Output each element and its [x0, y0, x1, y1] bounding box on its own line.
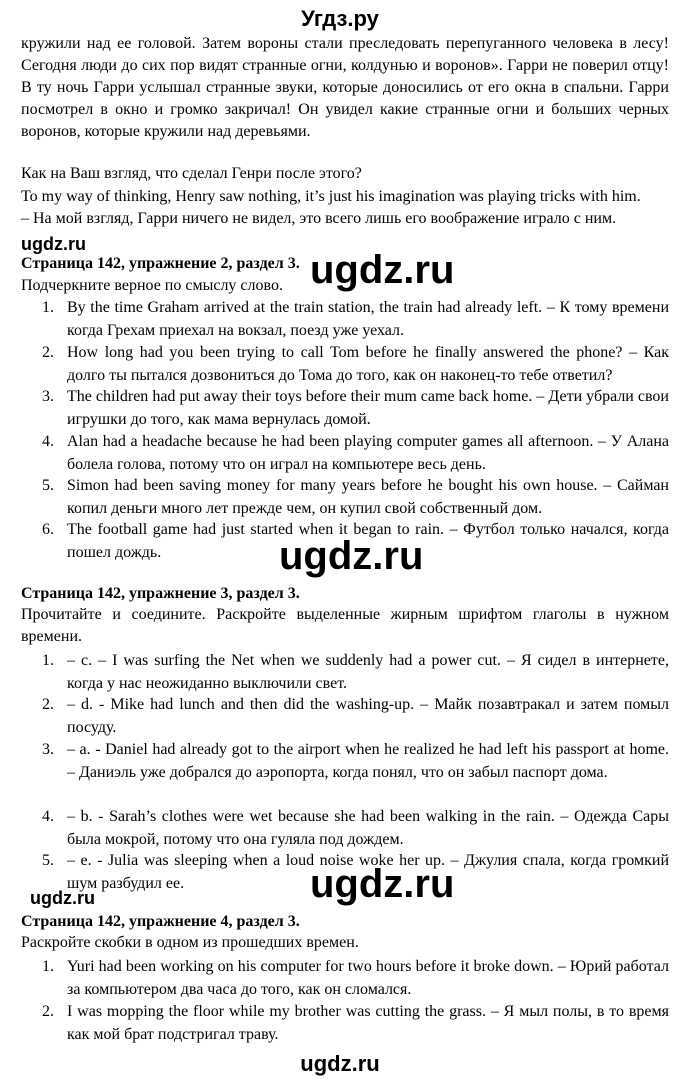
list-item-number: 5. [42, 477, 54, 494]
list-item [21, 431, 669, 476]
list-item [21, 694, 669, 739]
list-item-number: 3. [42, 388, 54, 405]
section-instruction: Прочитайте и соедините. Раскройте выделенные жирным шрифтом глаголы в нужном времени. [21, 606, 669, 645]
watermark-large: ugdz.ru [310, 862, 455, 906]
site-title: Угдз.ру [301, 6, 379, 31]
list-item-number: 2. [42, 696, 54, 713]
section-heading: Страница 142, упражнение 3, раздел 3. [21, 585, 300, 602]
list-item-number: 2. [42, 1003, 54, 1020]
intro-paragraph: кружили над ее головой. Затем вороны стали преследовать перепуганного человека в лесу! Сегодня люди до сих пор видят странные огни, колдунью и воронов». Гарри не поверил отцу! В ту ночь Гарри услышал странные звуки, которые доносились от его окна в спальни. Гарри посмотрел в окно и громко закричал! Он увидел какие странные огни и больших черных воронов, которые кружили над деревьями. [21, 35, 669, 140]
list-item-text: – c. – I was surfing the Net when we suddenly had a power cut. – Я сидел в интернете, когда у нас неожиданно выключили свет. [67, 652, 669, 692]
list-item-text: Alan had a headache because he had been playing computer games all afternoon. – У Алана болела голова, потому что он играл на компьютере весь день. [67, 433, 669, 473]
list-item-text: – e. - Julia was sleeping when a loud noise woke her up. – Джулия спала, когда громкий шум разбудил ее. [67, 852, 669, 892]
footer-site: ugdz.ru [300, 1051, 380, 1076]
list-item-text: – a. - Daniel had already got to the airport when he realized he had left his passport at home. – Даниэль уже добрался до аэропорта, когда понял, что он забыл паспорт дома. [67, 741, 669, 781]
list-item [21, 739, 669, 784]
list-item-text: The football game had just started when it began to rain. – Футбол только начался, когда пошел дождь. [67, 521, 669, 561]
list-item [21, 386, 669, 431]
list-item-text: The children had put away their toys before their mum came back home. – Дети убрали свои игрушки до того, как мама вернулась домой. [67, 388, 669, 428]
list-item-text: Simon had been saving money for many years before he bought his own house. – Сайман копил деньги много лет прежде чем, он купил свой собственный дом. [67, 477, 669, 517]
list-item [21, 806, 669, 851]
intro-question: Как на Ваш взгляд, что сделал Генри после этого? [21, 165, 362, 182]
list-item-number: 3. [42, 741, 54, 758]
list-item [21, 1001, 669, 1046]
list-item [21, 956, 669, 1001]
watermark-small: ugdz.ru [21, 234, 86, 254]
list-item-number: 2. [42, 344, 54, 361]
list-item [21, 297, 669, 342]
section-instruction: Подчеркните верное по смыслу слово. [21, 277, 283, 294]
list-item-text: By the time Graham arrived at the train station, the train had already left. – К тому времени когда Грехам приехал на вокзал, поезд уже уехал. [67, 299, 669, 339]
list-item-number: 5. [42, 852, 54, 869]
watermark-large: ugdz.ru [279, 534, 424, 578]
list-item-number: 1. [42, 958, 54, 975]
watermark-large: ugdz.ru [310, 248, 455, 292]
list-item [21, 650, 669, 695]
watermark-small: ugdz.ru [30, 888, 95, 908]
list-item-text: I was mopping the floor while my brother was cutting the grass. – Я мыл полы, в то время как мой брат подстригал траву. [67, 1003, 669, 1043]
list-item-number: 1. [42, 299, 54, 316]
intro-answer-ru: – На мой взгляд, Гарри ничего не видел, это всего лишь его воображение играло с ним. [21, 210, 617, 227]
list-item-number: 4. [42, 808, 54, 825]
list-item [21, 475, 669, 520]
list-item-text: – d. - Mike had lunch and then did the washing-up. – Майк позавтракал и затем помыл посуду. [67, 696, 669, 736]
list-item-text: How long had you been trying to call Tom before he finally answered the phone? – Как долго ты пытался дозвониться до Тома до того, как он наконец-то тебе ответил? [67, 344, 669, 384]
section-heading: Страница 142, упражнение 2, раздел 3. [21, 255, 300, 272]
section-instruction: Раскройте скобки в одном из прошедших времен. [21, 934, 359, 951]
section-heading: Страница 142, упражнение 4, раздел 3. [21, 913, 300, 930]
list-item-number: 1. [42, 652, 54, 669]
list-item-number: 4. [42, 433, 54, 450]
list-item-number: 6. [42, 521, 54, 538]
list-item [21, 342, 669, 387]
intro-answer-en: To my way of thinking, Henry saw nothing, it’s just his imagination was playing tricks with him. [21, 188, 641, 205]
list-item-text: – b. - Sarah’s clothes were wet because she had been walking in the rain. – Одежда Сары была мокрой, потому что она гуляла под дождем. [67, 808, 669, 848]
list-item-text: Yuri had been working on his computer for two hours before it broke down. – Юрий работал за компьютером два часа до того, как он сломался. [67, 958, 669, 998]
